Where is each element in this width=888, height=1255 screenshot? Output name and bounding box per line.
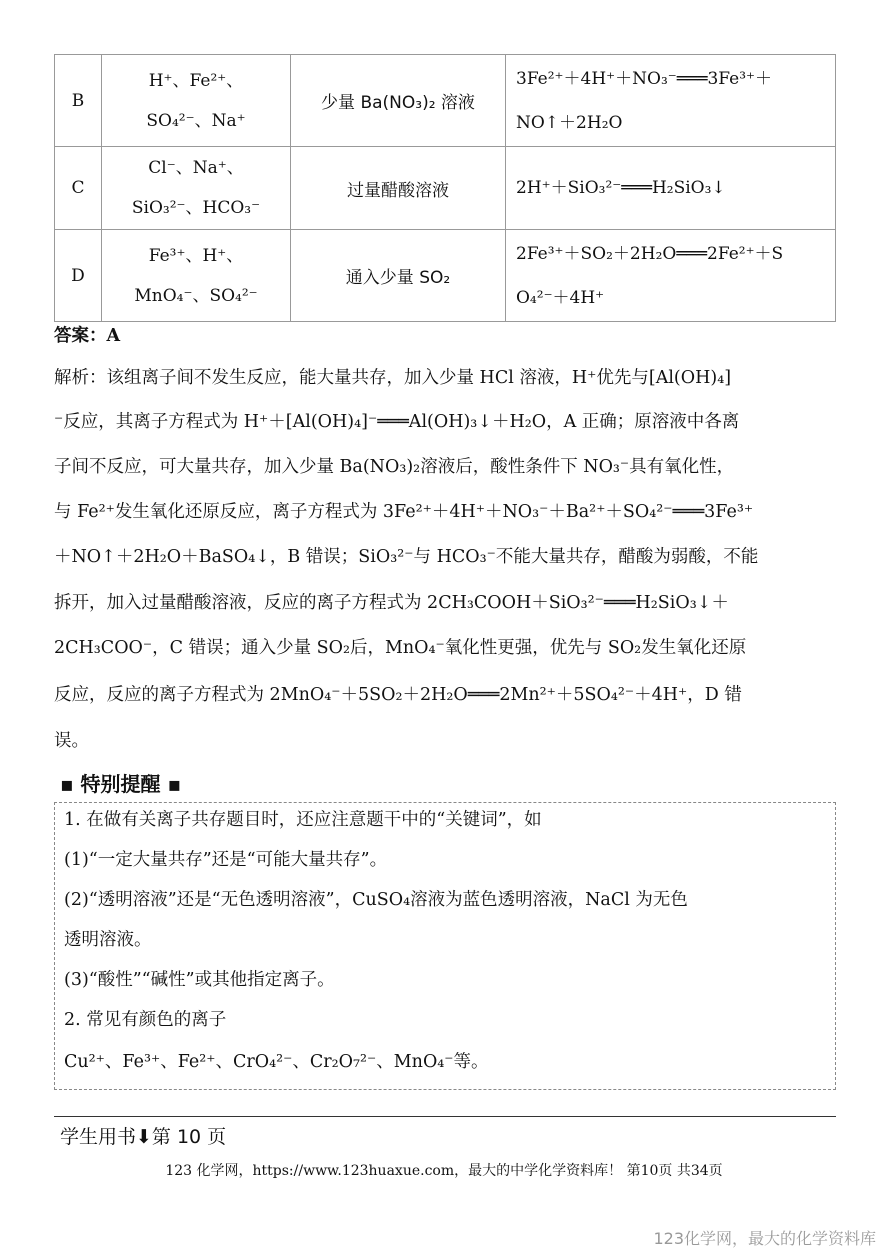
ions-line: H⁺、Fe²⁺、 xyxy=(148,70,244,91)
tip-line: (2)“透明溶液”还是“无色透明溶液”，CuSO₄溶液为蓝色透明溶液，NaCl 为无色 xyxy=(64,890,688,910)
equation-cell xyxy=(506,147,836,230)
equation-cell xyxy=(506,230,836,322)
tip-line: 2. 常见有颜色的离子 xyxy=(64,1010,227,1030)
option-label: B xyxy=(55,55,102,147)
analysis-line: 与 Fe²⁺发生氧化还原反应，离子方程式为 3Fe²⁺＋4H⁺＋NO₃⁻＋Ba²⁺＋SO₄²⁻═══3Fe³⁺ xyxy=(54,502,754,522)
analysis-line: 反应，反应的离子方程式为 2MnO₄⁻＋5SO₂＋2H₂O═══2Mn²⁺＋5SO₄²⁻＋4H⁺，D 错 xyxy=(54,685,742,705)
tip-title: ▪ 特别提醒 ▪ xyxy=(60,772,182,796)
equation-line: 3Fe²⁺＋4H⁺＋NO₃⁻═══3Fe³⁺＋ xyxy=(516,68,772,89)
analysis-line: 误。 xyxy=(54,731,89,751)
ions-cell xyxy=(102,55,291,147)
ions-line: Fe³⁺、H⁺、 xyxy=(148,245,244,266)
equation-cell xyxy=(506,55,836,147)
reagent-cell: 过量醋酸溶液 xyxy=(291,147,506,230)
ions-cell xyxy=(102,147,291,230)
tip-line: (3)“酸性”“碱性”或其他指定离子。 xyxy=(64,970,335,990)
tip-line: 透明溶液。 xyxy=(64,930,152,950)
ions-line: SiO₃²⁻、HCO₃⁻ xyxy=(131,198,261,218)
analysis-line: 解析：该组离子间不发生反应，能大量共存，加入少量 HCl 溶液，H⁺优先与[Al(OH)₄] xyxy=(54,368,732,388)
footer: 123 化学网，https://www.123huaxue.com，最大的中学化学资料库！ 第10页 共34页 xyxy=(165,1163,723,1179)
option-label: C xyxy=(55,147,102,230)
watermark: 123化学网，最大的化学资料库 xyxy=(653,1229,876,1248)
tip-line: 1. 在做有关离子共存题目时，还应注意题干中的“关键词”，如 xyxy=(64,810,542,830)
analysis-line: ＋NO↑＋2H₂O＋BaSO₄↓，B 错误；SiO₃²⁻与 HCO₃⁻不能大量共存，醋酸为弱酸，不能 xyxy=(54,547,759,567)
table-row xyxy=(55,230,836,322)
ions-line: MnO₄⁻、SO₄²⁻ xyxy=(134,285,258,306)
analysis-line: 子间不反应，可大量共存，加入少量 Ba(NO₃)₂溶液后，酸性条件下 NO₃⁻具有氧化性， xyxy=(54,457,735,477)
equation-line: 2H⁺＋SiO₃²⁻═══H₂SiO₃↓ xyxy=(516,178,726,198)
equation-line: 2Fe³⁺＋SO₂＋2H₂O═══2Fe²⁺＋S xyxy=(516,243,784,264)
analysis-line: 拆开，加入过量醋酸溶液，反应的离子方程式为 2CH₃COOH＋SiO₃²⁻═══H₂SiO₃↓＋ xyxy=(54,593,729,613)
answer-label: 答案： xyxy=(54,326,107,346)
analysis-line: ⁻反应，其离子方程式为 H⁺＋[Al(OH)₄]⁻═══Al(OH)₃↓＋H₂O，A 正确；原溶液中各离 xyxy=(54,412,740,432)
tip-line: Cu²⁺、Fe³⁺、Fe²⁺、CrO₄²⁻、Cr₂O₇²⁻、MnO₄⁻等。 xyxy=(64,1052,489,1072)
table-row xyxy=(55,147,836,230)
options-table xyxy=(54,54,836,322)
option-label: D xyxy=(55,230,102,322)
ions-line: Cl⁻、Na⁺、 xyxy=(148,158,244,178)
divider xyxy=(54,1116,836,1117)
answer xyxy=(54,322,120,347)
page-label: 学生用书⬇第 10 页 xyxy=(60,1126,227,1148)
reagent-cell: 通入少量 SO₂ xyxy=(291,230,506,322)
equation-line: O₄²⁻＋4H⁺ xyxy=(516,287,605,308)
tip-line: (1)“一定大量共存”还是“可能大量共存”。 xyxy=(64,850,388,870)
analysis-line: 2CH₃COO⁻，C 错误；通入少量 SO₂后，MnO₄⁻氧化性更强，优先与 SO₂发生氧化还原 xyxy=(54,638,747,658)
ions-cell xyxy=(102,230,291,322)
reagent-cell: 少量 Ba(NO₃)₂ 溶液 xyxy=(291,55,506,147)
ions-line: SO₄²⁻、Na⁺ xyxy=(146,110,246,131)
equation-line: NO↑＋2H₂O xyxy=(516,112,623,133)
table-row xyxy=(55,55,836,147)
answer-value: A xyxy=(106,326,121,346)
